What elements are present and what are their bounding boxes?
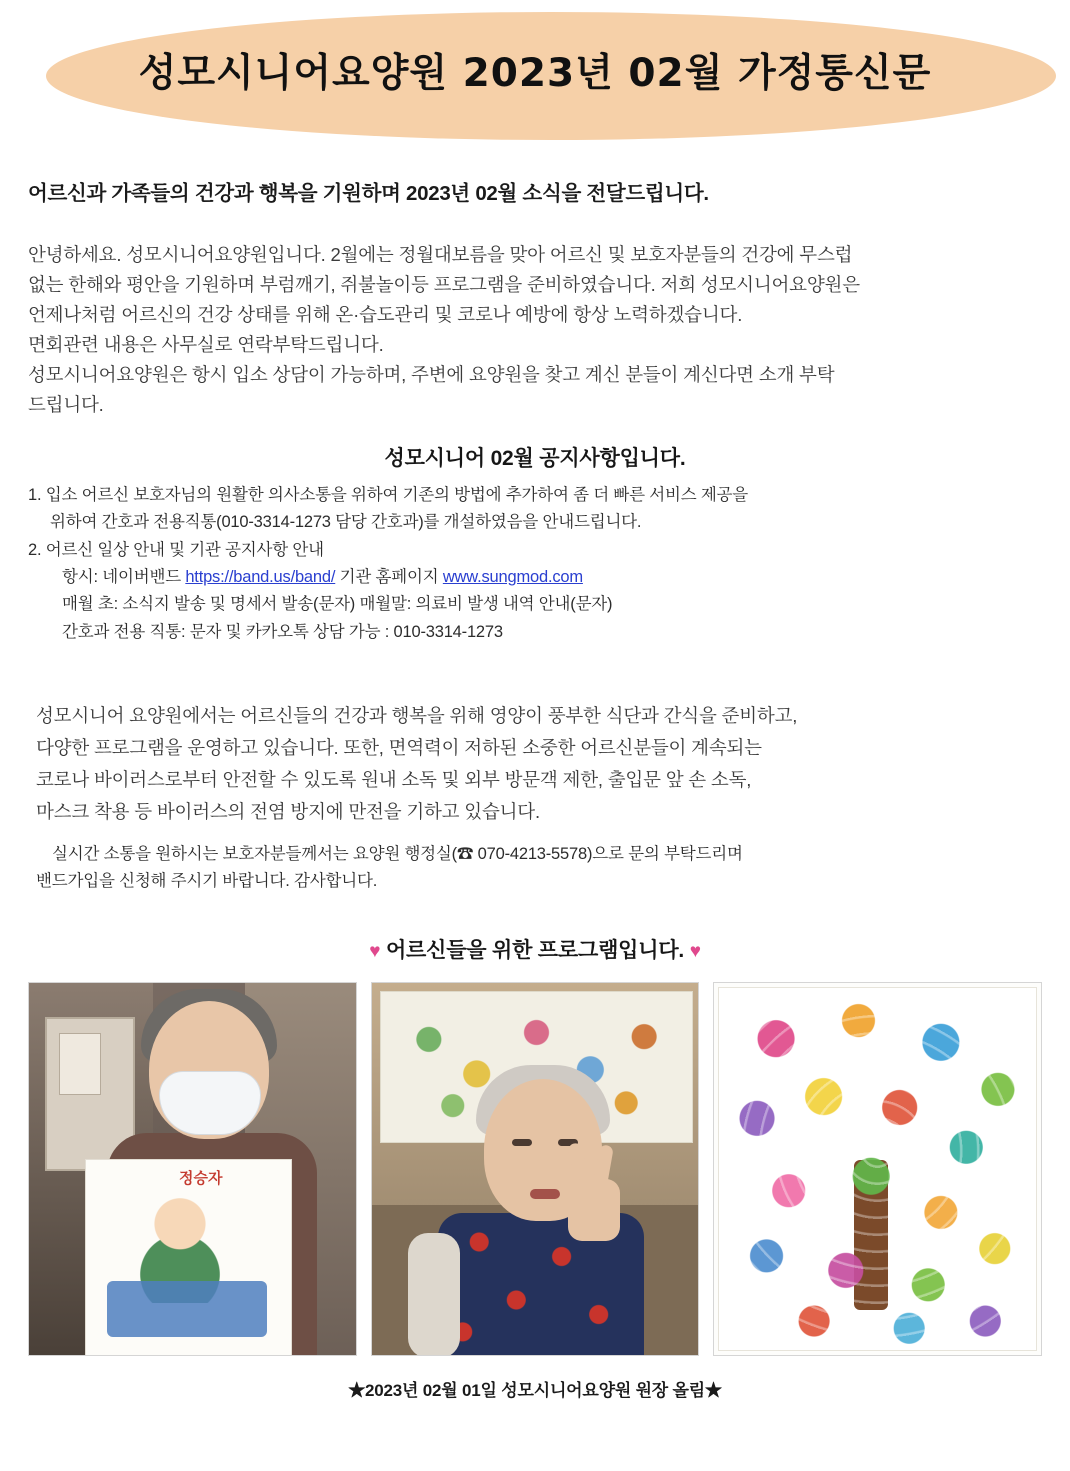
program-heading [28, 934, 1042, 964]
notice-heading: 성모시니어 02월 공지사항입니다. [384, 446, 686, 470]
title-banner [28, 6, 1042, 146]
photo-gallery [28, 982, 1042, 1356]
page-title: 성모시니어요양원 2023년 02월 가정통신문 [138, 51, 932, 96]
notice-detail: 간호과 전용 직통: 문자 및 카카오톡 상담 가능 : 010-3314-1273 [62, 622, 503, 641]
greeting-line: 없는 한해와 평안을 기원하며 부럼깨기, 쥐불놀이등 프로그램을 준비하였습니다. 저희 성모시니어요양원은 [28, 273, 860, 295]
contact-note-line: 실시간 소통을 원하시는 보호자분들께서는 요양원 행정실(☎ 070-4213-5578)으로 문의 부탁드리며 [52, 845, 743, 864]
greeting-line: 언제나처럼 어르신의 건강 상태를 위해 온·습도관리 및 코로나 예방에 항상 노력하겠습니다. [28, 303, 743, 325]
program-heading-text: 어르신들을 위한 프로그램입니다. [385, 939, 685, 963]
notice-detail: 매월 초: 소식지 발송 및 명세서 발송(문자) 매월말: 의료비 발생 내역 안내(문자) [62, 595, 613, 614]
newsletter-page [0, 6, 1070, 1471]
greeting-line: 드립니다. [28, 393, 104, 415]
photo1-door-window [59, 1033, 101, 1095]
band-prefix: 항시: 네이버밴드 [62, 567, 186, 586]
greeting-line: 안녕하세요. 성모시니어요양원입니다. 2월에는 정월대보름을 맞아 어르신 및 보호자분들의 건강에 무스럽 [28, 244, 853, 265]
greeting-line: 면회관련 내용은 사무실로 연락부탁드립니다. [28, 333, 384, 355]
service-line: 다양한 프로그램을 운영하고 있습니다. 또한, 면역력이 저하된 소중한 어르신분들이 계속되는 [36, 736, 762, 758]
photo1-face-mask [159, 1071, 261, 1135]
photo2-arm [408, 1233, 460, 1356]
band-middle: 기관 홈페이지 [335, 567, 443, 586]
notice-list [28, 482, 1042, 646]
photo2-eye-left [512, 1139, 532, 1146]
photo3-swirl-pattern [719, 988, 1036, 1350]
contact-note-line: 밴드가입을 신청해 주시기 바랍니다. 감사합니다. [36, 871, 378, 890]
service-line: 마스크 착용 등 바이러스의 전염 방지에 만전을 기하고 있습니다. [36, 800, 540, 822]
intro-line: 어르신과 가족들의 건강과 행복을 기원하며 2023년 02월 소식을 전달드립니다. [28, 182, 709, 205]
homepage-link[interactable]: www.sungmod.com [442, 567, 583, 586]
photo1-drawing-base [107, 1281, 267, 1337]
notice-item: 1. 입소 어르신 보호자님의 원활한 의사소통을 위하여 기존의 방법에 추가하여 좀 더 빠른 서비스 제공을 [28, 485, 749, 504]
service-line: 코로나 바이러스로부터 안전할 수 있도록 원내 소독 및 외부 방문객 제한, 출입문 앞 손 소독, [36, 768, 752, 790]
service-paragraph [28, 700, 1042, 894]
footer-signature: ★2023년 02월 01일 성모시니어요양원 원장 올림★ [348, 1381, 722, 1401]
heart-icon: ♥ [369, 941, 381, 963]
greeting-paragraph [28, 240, 1042, 420]
photo3-canvas [718, 987, 1037, 1351]
band-link[interactable]: https://band.us/band/ [185, 567, 336, 586]
heart-icon: ♥ [689, 941, 701, 963]
contact-note [36, 841, 1042, 894]
notice-item: 2. 어르신 일상 안내 및 기관 공지사항 안내 [28, 540, 324, 559]
photo2-hand [568, 1179, 620, 1241]
photo-resident-with-artwork [28, 982, 357, 1356]
notice-band-line [28, 564, 1042, 591]
photo2-mouth [530, 1189, 560, 1199]
photo-resident-v-sign [371, 982, 700, 1356]
photo1-drawing-name: 정승자 [179, 1170, 223, 1188]
photo-tree-artwork [713, 982, 1042, 1356]
service-line: 성모시니어 요양원에서는 어르신들의 건강과 행복을 위해 영양이 풍부한 식단과 간식을 준비하고, [36, 705, 798, 727]
greeting-line: 성모시니어요양원은 항시 입소 상담이 가능하며, 주변에 요양원을 찾고 계신 분들이 계신다면 소개 부탁 [28, 363, 835, 385]
notice-item: 위하여 간호과 전용직통(010-3314-1273 담당 간호과)를 개설하였음을 안내드립니다. [50, 513, 642, 532]
